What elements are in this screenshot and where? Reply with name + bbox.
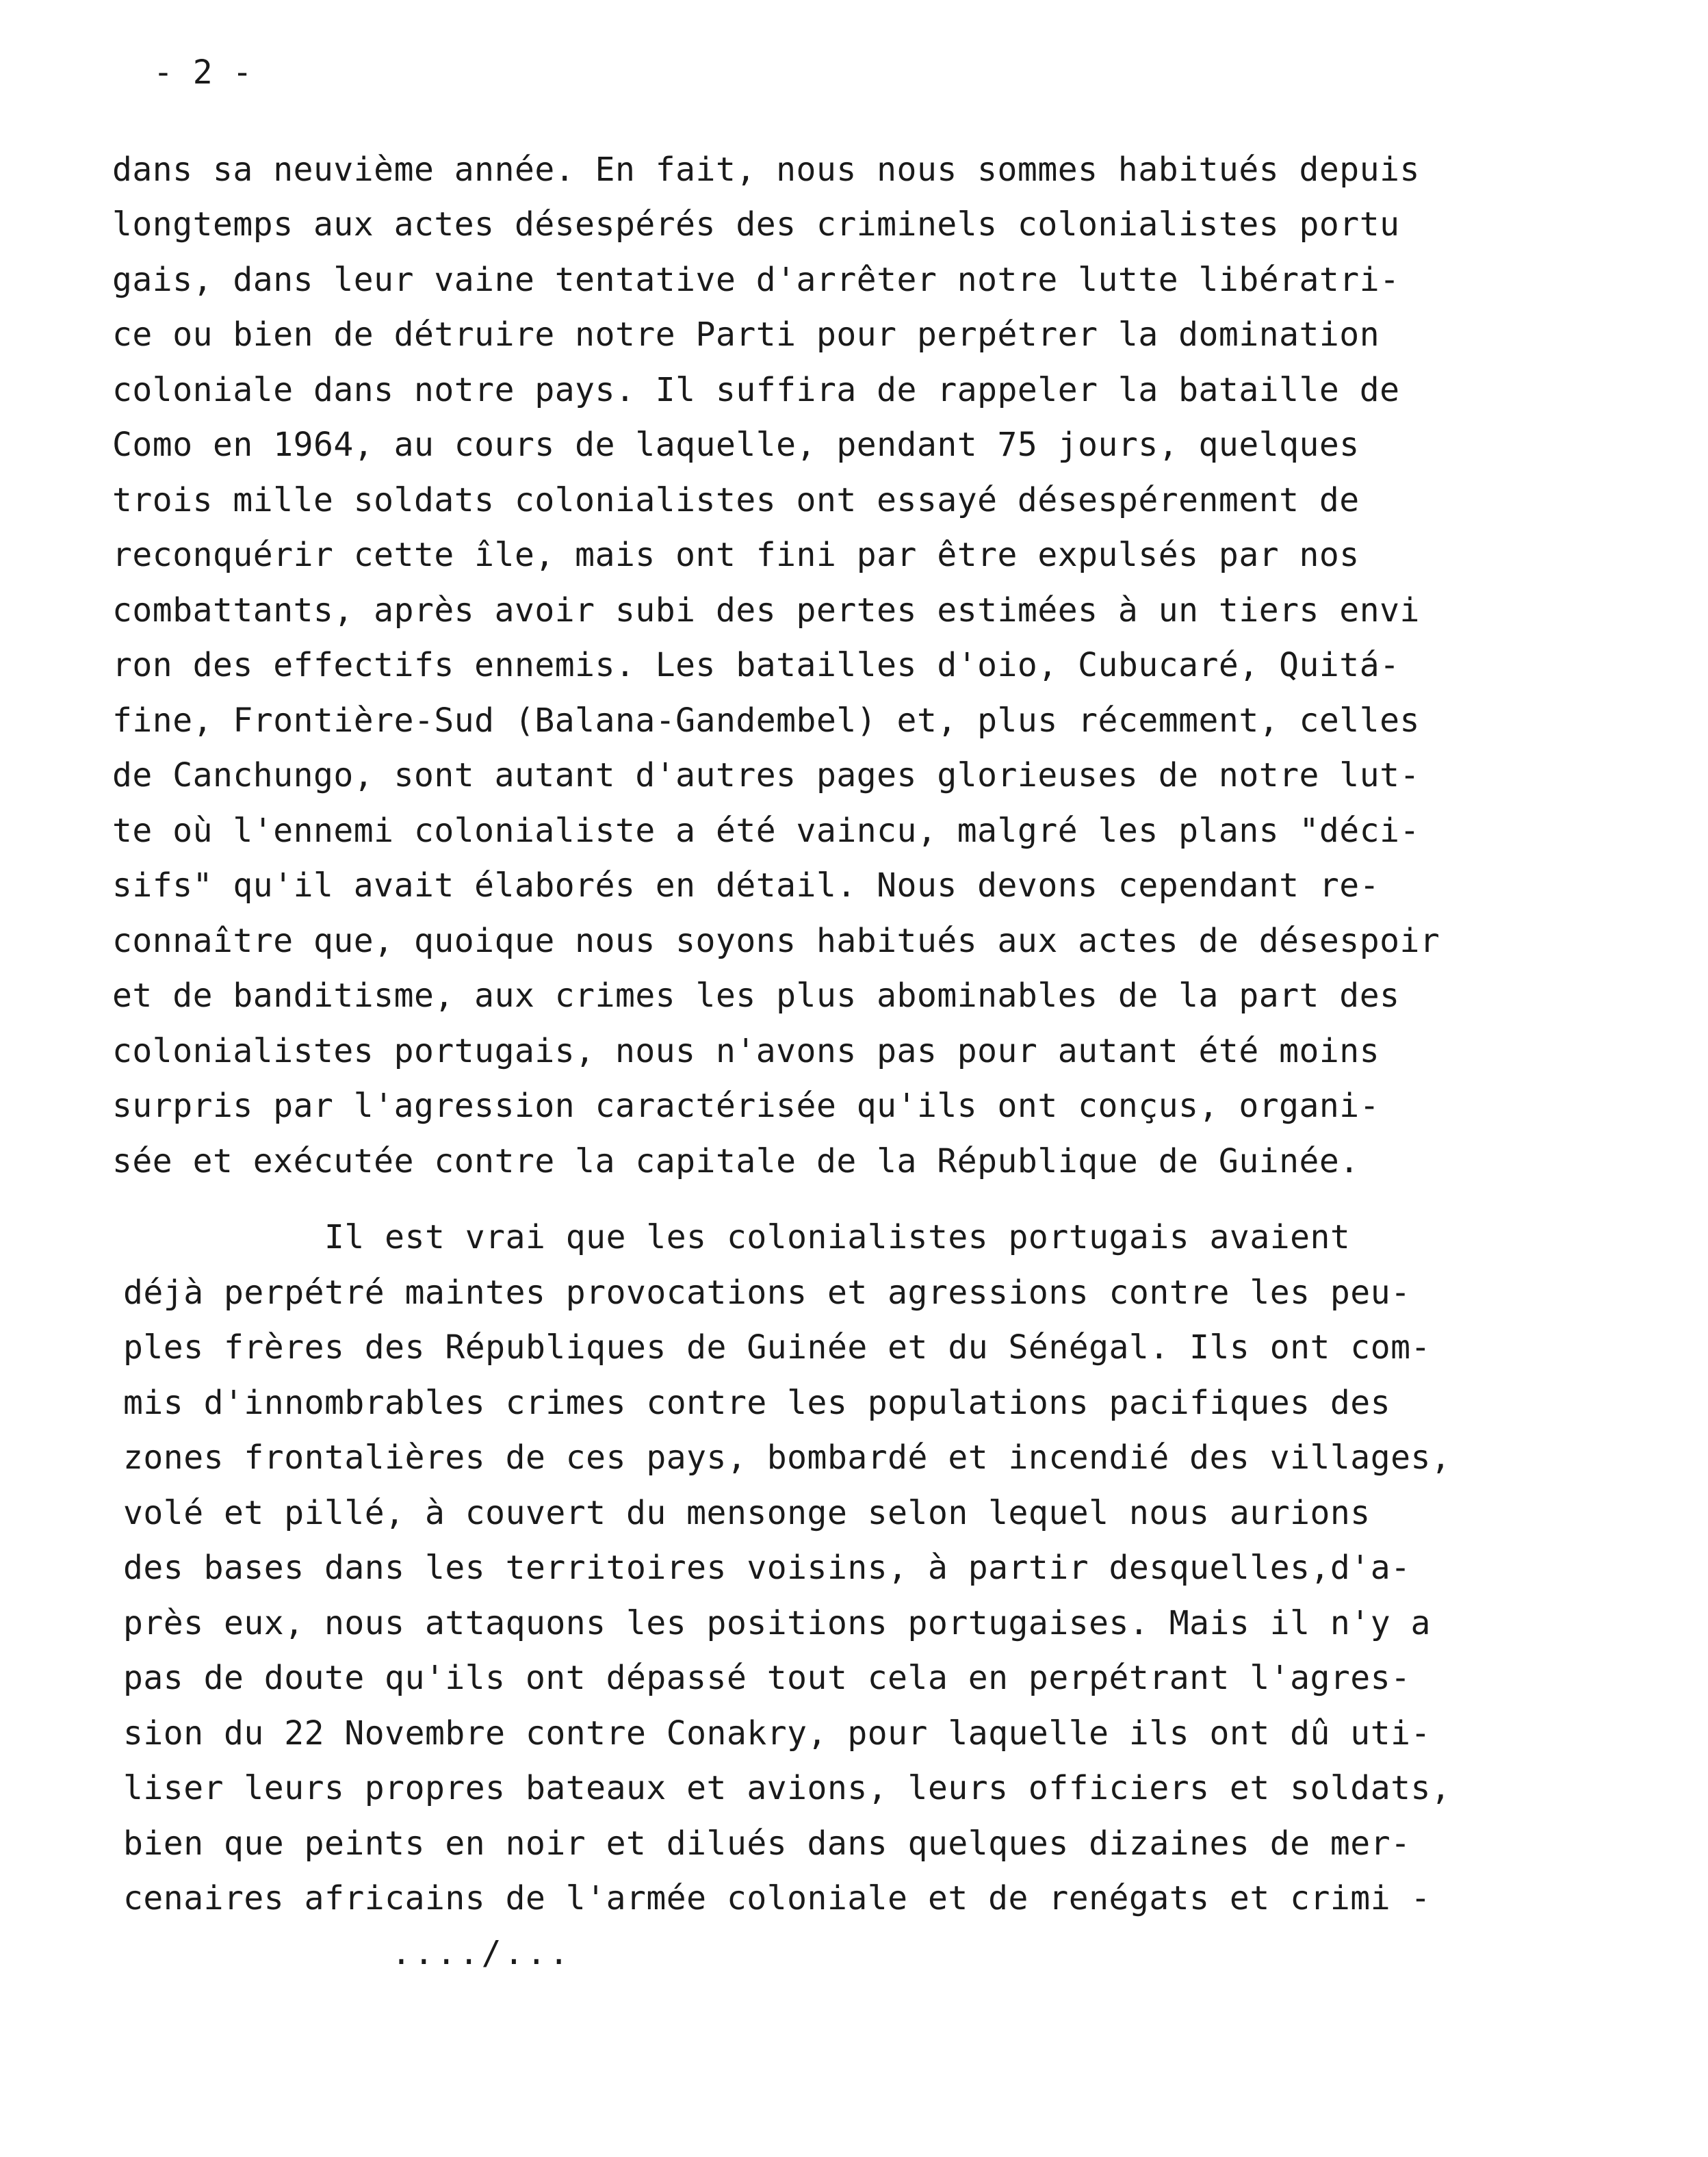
text-line: surpris par l'agression caractérisée qu'ils ont conçus, organi- (112, 1087, 1380, 1125)
text-line: pas de doute qu'ils ont dépassé tout cela en perpétrant l'agres- (123, 1659, 1411, 1697)
text-line: Il est vrai que les colonialistes portugais avaient (123, 1218, 1351, 1256)
text-line: mis d'innombrables crimes contre les populations pacifiques des (123, 1384, 1391, 1422)
text-line: fine, Frontière-Sud (Balana-Gandembel) et, plus récemment, celles (112, 701, 1420, 740)
text-line: dans sa neuvième année. En fait, nous nous sommes habitués depuis (112, 151, 1420, 189)
text-line: gais, dans leur vaine tentative d'arrêter notre lutte libératri- (112, 261, 1400, 299)
text-line: liser leurs propres bateaux et avions, leurs officiers et soldats, (123, 1769, 1451, 1807)
text-line: ce ou bien de détruire notre Parti pour perpétrer la domination (112, 315, 1380, 354)
text-line: volé et pillé, à couvert du mensonge selon lequel nous aurions (123, 1494, 1371, 1532)
text-line: bien que peints en noir et dilués dans quelques dizaines de mer- (123, 1824, 1411, 1863)
text-line: colonialistes portugais, nous n'avons pas pour autant été moins (112, 1032, 1380, 1070)
text-line: et de banditisme, aux crimes les plus abominables de la part des (112, 977, 1400, 1015)
text-line: sion du 22 Novembre contre Conakry, pour laquelle ils ont dû uti- (123, 1714, 1431, 1753)
text-line: cenaires africains de l'armée coloniale et de renégats et crimi - (123, 1879, 1431, 1917)
text-line: te où l'ennemi colonialiste a été vaincu, malgré les plans "déci- (112, 812, 1420, 850)
text-line: zones frontalières de ces pays, bombardé et incendié des villages, (123, 1438, 1451, 1477)
text-line: trois mille soldats colonialistes ont essayé désespérenment de (112, 481, 1360, 519)
text-line: Como en 1964, au cours de laquelle, pendant 75 jours, quelques (112, 426, 1360, 464)
page-number: - 2 - (153, 53, 253, 92)
text-line: sifs" qu'il avait élaborés en détail. Nous devons cependant re- (112, 866, 1380, 905)
text-line: longtemps aux actes désespérés des criminels colonialistes portu (112, 205, 1400, 244)
text-line: connaître que, quoique nous soyons habitués aux actes de désespoir (112, 922, 1440, 960)
text-line: coloniale dans notre pays. Il suffira de rappeler la bataille de (112, 371, 1400, 409)
continuation-mark: ..../... (391, 1934, 572, 1972)
text-line: de Canchungo, sont autant d'autres pages glorieuses de notre lut- (112, 756, 1420, 795)
text-line: près eux, nous attaquons les positions portugaises. Mais il n'y a (123, 1604, 1431, 1642)
text-line: combattants, après avoir subi des pertes estimées à un tiers envi (112, 591, 1420, 630)
text-line: sée et exécutée contre la capitale de la République de Guinée. (112, 1142, 1360, 1180)
text-line: reconquérir cette île, mais ont fini par être expulsés par nos (112, 536, 1360, 574)
text-line: ron des effectifs ennemis. Les batailles d'oio, Cubucaré, Quitá- (112, 646, 1400, 684)
text-line: des bases dans les territoires voisins, à partir desquelles,d'a- (123, 1549, 1411, 1587)
text-line: ples frères des Républiques de Guinée et du Sénégal. Ils ont com- (123, 1328, 1431, 1367)
text-line: déjà perpétré maintes provocations et agressions contre les peu- (123, 1274, 1411, 1312)
